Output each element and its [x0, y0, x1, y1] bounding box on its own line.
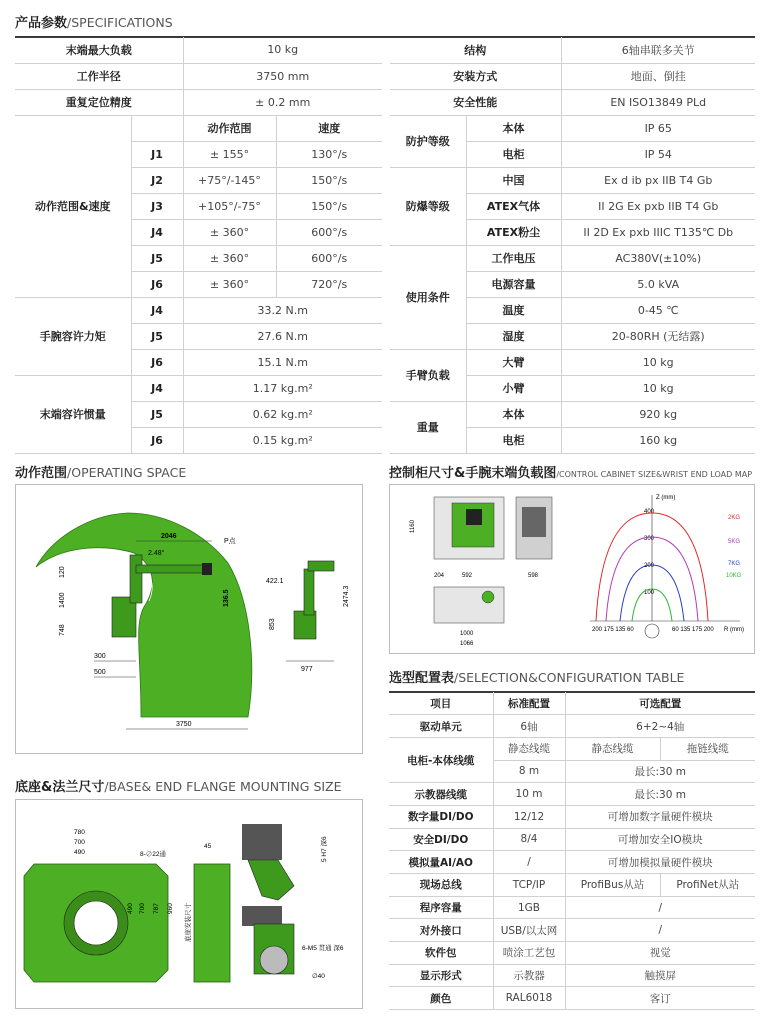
table-cell: 6+2~4轴 [565, 715, 755, 738]
table-row [15, 375, 382, 401]
dimension-label: 592 [462, 573, 473, 579]
section-title-text: 产品参数 [15, 16, 68, 31]
table-cell: 可选配置 [565, 692, 755, 715]
dimension-label: 8-∅22通 [140, 851, 167, 858]
table-cell: TCP/IP [493, 874, 565, 897]
dimension-label: ∅40 [312, 973, 325, 980]
table-row [389, 692, 755, 715]
dimension-label: 1066 [460, 641, 474, 647]
section-title-text: 动作范围 [15, 466, 68, 481]
table-cell: 驱动单元 [389, 715, 493, 738]
table-cell: J3 [131, 193, 183, 219]
table-row [389, 874, 755, 897]
table-cell: 10 kg [183, 37, 382, 63]
dimension-label: 10KG [726, 573, 742, 579]
table-cell: 静态线缆 [565, 737, 660, 760]
table-cell: 静态线缆 [493, 737, 565, 760]
table-cell: 客订 [565, 987, 755, 1010]
table-cell: ATEX粉尘 [466, 219, 561, 245]
table-cell: ± 360° [183, 245, 276, 271]
dimension-label: 100 [644, 590, 655, 596]
table-cell: ± 360° [183, 271, 276, 297]
table-cell: ATEX气体 [466, 193, 561, 219]
table-row [390, 89, 755, 115]
table-cell: 喷涂工艺包 [493, 942, 565, 965]
table-cell: J4 [131, 219, 183, 245]
dimension-label: 787 [153, 903, 160, 914]
dimension-label: 底座安装尺寸 [185, 903, 192, 942]
table-cell: 结构 [390, 37, 561, 63]
table-cell: J6 [131, 427, 183, 453]
table-cell: ProfiNet从站 [660, 874, 755, 897]
table-cell [131, 115, 183, 141]
table-cell: 1GB [493, 896, 565, 919]
table-cell: 8/4 [493, 828, 565, 851]
table-row [15, 115, 382, 141]
table-cell: 中国 [466, 167, 561, 193]
op-title [15, 462, 186, 481]
dimension-label: P点 [224, 538, 236, 545]
dimension-label: 204 [434, 573, 445, 579]
table-cell: 160 kg [561, 427, 755, 453]
table-row [389, 942, 755, 965]
table-cell: 600°/s [276, 219, 382, 245]
table-cell: 小臂 [466, 375, 561, 401]
table-cell: 1.17 kg.m² [183, 375, 382, 401]
table-cell: ± 155° [183, 141, 276, 167]
table-cell: RAL6018 [493, 987, 565, 1010]
table-row [389, 783, 755, 806]
table-cell: 600°/s [276, 245, 382, 271]
table-cell: 15.1 N.m [183, 349, 382, 375]
table-cell: 5.0 kVA [561, 271, 755, 297]
table-row [389, 715, 755, 738]
table-cell: 最长:30 m [565, 783, 755, 806]
section-title-text: 选型配置表 [389, 671, 455, 686]
table-cell: 最长:30 m [565, 760, 755, 783]
table-cell: 本体 [466, 401, 561, 427]
dimension-label: 45 [204, 843, 212, 850]
table-cell: 130°/s [276, 141, 382, 167]
table-row [389, 964, 755, 987]
table-cell: / [493, 851, 565, 874]
table-cell: 8 m [493, 760, 565, 783]
table-cell: J4 [131, 297, 183, 323]
table-cell: 手腕容许力矩 [15, 297, 131, 375]
table-cell: 可增加安全IO模块 [565, 828, 755, 851]
table-cell: J5 [131, 323, 183, 349]
table-cell: 27.6 N.m [183, 323, 382, 349]
table-row [390, 167, 755, 193]
table-cell: 速度 [276, 115, 382, 141]
table-cell: 3750 mm [183, 63, 382, 89]
table-cell: 动作范围&速度 [15, 115, 131, 297]
table-cell: 电柜 [466, 427, 561, 453]
table-row [390, 63, 755, 89]
spec-title [15, 12, 173, 31]
table-row [390, 37, 755, 63]
table-cell: 本体 [466, 115, 561, 141]
table-cell: +105°/-75° [183, 193, 276, 219]
table-row [389, 737, 755, 760]
table-cell: / [565, 896, 755, 919]
table-cell: AC380V(±10%) [561, 245, 755, 271]
table-row [389, 919, 755, 942]
dimension-label: 1000 [460, 631, 474, 637]
cab-title [389, 462, 752, 481]
dimension-label: 300 [94, 653, 106, 660]
table-cell: 安全DI/DO [389, 828, 493, 851]
table-cell: 数字量DI/DO [389, 805, 493, 828]
dimension-label: 3750 [176, 721, 192, 728]
dimension-label: 700 [74, 839, 85, 846]
table-row [15, 37, 382, 63]
table-cell: 对外接口 [389, 919, 493, 942]
dimension-label: 853 [269, 618, 276, 630]
table-cell: 重复定位精度 [15, 89, 183, 115]
table-cell: 示教器 [493, 964, 565, 987]
table-cell: 920 kg [561, 401, 755, 427]
table-row [390, 115, 755, 141]
table-cell: Ex d ib px IIB T4 Gb [561, 167, 755, 193]
table-cell: ProfiBus从站 [565, 874, 660, 897]
selection-table [389, 692, 755, 1010]
table-cell: 150°/s [276, 193, 382, 219]
table-cell: 末端容许惯量 [15, 375, 131, 453]
table-cell: 10 kg [561, 375, 755, 401]
table-row [15, 63, 382, 89]
table-cell: 10 m [493, 783, 565, 806]
dimension-label: 400 [644, 509, 655, 515]
spec-table-right [390, 37, 755, 454]
dimension-label: 700 [139, 903, 146, 914]
table-cell: 末端最大负载 [15, 37, 183, 63]
table-cell: 10 kg [561, 349, 755, 375]
table-cell: 动作范围 [183, 115, 276, 141]
dimension-label: 598 [528, 573, 539, 579]
table-cell: 防爆等级 [390, 167, 466, 245]
sel-title [389, 667, 684, 686]
table-cell: J4 [131, 375, 183, 401]
dimension-label: 7KG [728, 561, 741, 567]
dimension-label: 960 [167, 903, 174, 914]
cabinet-drawing [390, 485, 754, 653]
table-cell: 模拟量AI/AO [389, 851, 493, 874]
dimension-label: 6-M5 贯通 深6 [302, 945, 344, 952]
table-cell: 0-45 ℃ [561, 297, 755, 323]
section-title-text: /BASE& END FLANGE MOUNTING SIZE [104, 779, 342, 794]
table-cell: 33.2 N.m [183, 297, 382, 323]
dimension-label: Z (mm) [656, 495, 676, 501]
table-cell: 20-80RH (无结露) [561, 323, 755, 349]
dimension-label: 780 [74, 829, 85, 836]
table-row [390, 245, 755, 271]
table-cell: 软件包 [389, 942, 493, 965]
section-title-text: /CONTROL CABINET SIZE&WRIST END LOAD MAP [556, 470, 753, 479]
operating-space-panel [15, 484, 363, 754]
table-cell: J5 [131, 245, 183, 271]
table-cell: 安装方式 [390, 63, 561, 89]
dimension-label: 2474.3 [343, 585, 350, 607]
dimension-label: 500 [94, 669, 106, 676]
section-title-text: 底座&法兰尺寸 [15, 780, 105, 795]
table-cell: J6 [131, 349, 183, 375]
table-cell: 150°/s [276, 167, 382, 193]
table-cell: 防护等级 [390, 115, 466, 167]
base-title [15, 776, 342, 795]
table-cell: 720°/s [276, 271, 382, 297]
table-cell: / [565, 919, 755, 942]
base-panel [15, 799, 363, 1009]
table-cell: II 2G Ex pxb IIB T4 Gb [561, 193, 755, 219]
table-cell: 温度 [466, 297, 561, 323]
dimension-label: 136.5 [223, 589, 230, 607]
table-cell: J5 [131, 401, 183, 427]
dimension-label: 120 [59, 566, 66, 578]
table-cell: 示教器线缆 [389, 783, 493, 806]
table-row [389, 987, 755, 1010]
table-cell: 6轴 [493, 715, 565, 738]
table-cell: 安全性能 [390, 89, 561, 115]
section-title-text: /OPERATING SPACE [67, 465, 187, 480]
spec-table-left [15, 37, 382, 454]
table-cell: 电柜 [466, 141, 561, 167]
table-cell: 0.15 kg.m² [183, 427, 382, 453]
table-row [15, 297, 382, 323]
table-row [390, 401, 755, 427]
table-row [389, 828, 755, 851]
table-cell: 6轴串联多关节 [561, 37, 755, 63]
table-cell: 可增加模拟量硬件模块 [565, 851, 755, 874]
dimension-label: R (mm) [724, 627, 744, 633]
section-title-text: /SPECIFICATIONS [67, 15, 173, 30]
table-cell: 项目 [389, 692, 493, 715]
table-cell: 地面、倒挂 [561, 63, 755, 89]
dimension-label: 490 [127, 903, 134, 914]
table-cell: J6 [131, 271, 183, 297]
table-cell: 使用条件 [390, 245, 466, 349]
table-cell: +75°/-145° [183, 167, 276, 193]
table-cell: J2 [131, 167, 183, 193]
table-cell: 拖链线缆 [660, 737, 755, 760]
table-cell: 12/12 [493, 805, 565, 828]
base-drawing [16, 800, 362, 1008]
table-cell: II 2D Ex pxb IIIC T135℃ Db [561, 219, 755, 245]
dimension-label: 1160 [410, 520, 416, 533]
operating-space-drawing [16, 485, 362, 753]
table-cell: 电源容量 [466, 271, 561, 297]
table-cell: 湿度 [466, 323, 561, 349]
dimension-label: 490 [74, 849, 85, 856]
table-cell: EN ISO13849 PLd [561, 89, 755, 115]
table-cell: 程序容量 [389, 896, 493, 919]
table-cell: ± 360° [183, 219, 276, 245]
table-cell: J1 [131, 141, 183, 167]
dimension-label: 2046 [161, 533, 177, 540]
table-cell: 现场总线 [389, 874, 493, 897]
dimension-label: 977 [301, 666, 313, 673]
table-cell: 电柜-本体线缆 [389, 737, 493, 782]
dimension-label: 200 175 135 60 [592, 627, 634, 633]
table-cell: IP 54 [561, 141, 755, 167]
section-title-text: /SELECTION&CONFIGURATION TABLE [454, 670, 685, 685]
table-cell: IP 65 [561, 115, 755, 141]
table-cell: 显示形式 [389, 964, 493, 987]
dimension-label: 5KG [728, 539, 741, 545]
table-cell: 可增加数字量硬件模块 [565, 805, 755, 828]
dimension-label: 2KG [728, 515, 741, 521]
table-cell: 重量 [390, 401, 466, 453]
table-row [389, 851, 755, 874]
dimension-label: 748 [59, 624, 66, 636]
table-cell: 颜色 [389, 987, 493, 1010]
table-cell: 视觉 [565, 942, 755, 965]
section-title-text: 控制柜尺寸&手腕末端负载图 [389, 466, 557, 481]
table-cell: 触摸屏 [565, 964, 755, 987]
table-cell: 0.62 kg.m² [183, 401, 382, 427]
table-cell: 工作电压 [466, 245, 561, 271]
dimension-label: 1400 [59, 592, 66, 608]
dimension-label: 200 [644, 563, 655, 569]
dimension-label: 422.1 [266, 578, 284, 585]
dimension-label: 60 135 175 200 [672, 627, 714, 633]
dimension-label: 300 [644, 536, 655, 542]
table-cell: 手臂负载 [390, 349, 466, 401]
table-row [390, 349, 755, 375]
dimension-label: 5 H7 深6 [321, 836, 328, 862]
table-row [389, 896, 755, 919]
cabinet-panel [389, 484, 755, 654]
table-cell: ± 0.2 mm [183, 89, 382, 115]
table-row [389, 805, 755, 828]
dimension-label: 2.48° [148, 550, 165, 557]
table-row [15, 89, 382, 115]
table-cell: 标准配置 [493, 692, 565, 715]
table-cell: 工作半径 [15, 63, 183, 89]
table-cell: 大臂 [466, 349, 561, 375]
table-cell: USB/以太网 [493, 919, 565, 942]
